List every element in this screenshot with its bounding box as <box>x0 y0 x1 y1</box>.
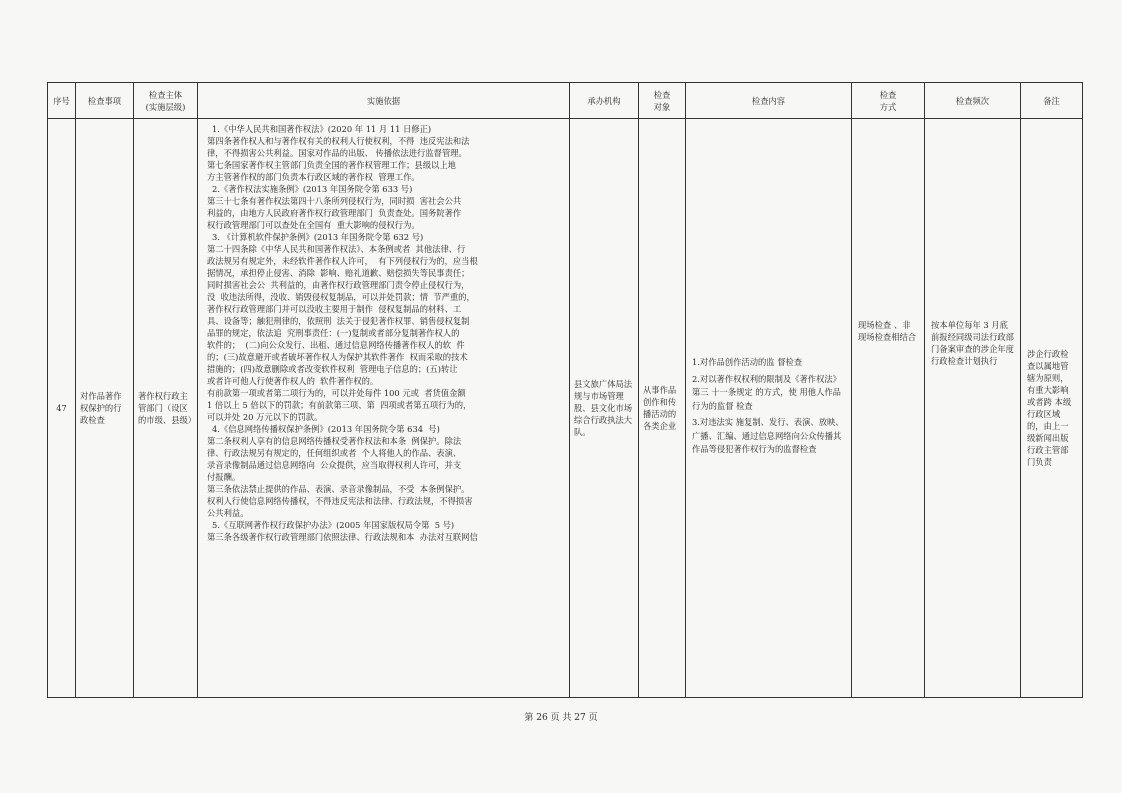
row-method: 现场检查 、非现场检查相结合 <box>852 119 925 698</box>
row-content <box>686 119 852 698</box>
header-no: 序号 <box>48 83 76 119</box>
basis-line: 1 倍以上 5 倍以下的罚款；有前款第三项、第 四项或者第五项行为的， <box>207 400 472 410</box>
basis-line: 据情况，承担停止侵害、消除 影响、赔礼道歉、赔偿损失等民事责任； <box>207 268 470 278</box>
basis-line: 软件的； (二)向公众发行、出租、通过信息网络传播著作权人的软 件 <box>207 340 465 350</box>
basis-line: 品罪的规定，依法追 究刑事责任：(一)复制或者部分复制著作权人的 <box>207 328 460 338</box>
header-method <box>852 83 925 119</box>
basis-line: 权利人行使信息网络传播权，不得违反宪法和法律、行政法规，不得损害 <box>207 496 473 506</box>
basis-line: 律、行政法规另有规定的，任何组织或者 个人将他人的作品、表演、 <box>207 448 462 458</box>
header-frequency: 检查频次 <box>925 83 1021 119</box>
basis-line: 4.《信息网络传播权保护条例》(2013 年国务院令第 634 号) <box>212 424 440 434</box>
basis-line: 的；(三)故意避开或者破坏著作权人为保护其软件著作 权而采取的技术 <box>207 352 468 362</box>
content-line: 2.对以著作权权利的限制及《著作权法》第三 十一条规定 的方式，使 用他人作品 行为的监督 检查 <box>692 373 841 411</box>
basis-line: 第二十四条除《中华人民共和国著作权法》、本条例或者 其他法律、行 <box>207 244 466 254</box>
basis-line: 第三条各级著作权行政管理部门依照法律、行政法规和本 办法对互联网信 <box>207 532 478 542</box>
basis-line: 著作权行政管理部门并可以没收主要用于制作 侵权复制品的材料、工 <box>207 304 462 314</box>
basis-line: 具、设备等；触犯刑律的，依照刑 法关于侵犯著作权罪、销售侵权复制 <box>207 316 470 326</box>
header-method-label: 检查 方式 <box>879 89 897 112</box>
header-org: 承办机构 <box>570 83 639 119</box>
header-subject-label: 检查主体 (实施层级) <box>145 89 186 112</box>
basis-line: 利益的，由地方人民政府著作权行政管理部门 负责查处。国务院著作 <box>207 208 462 218</box>
basis-line: 第四条著作权人和与著作权有关的权利人行使权利，不得 违反宪法和法 <box>207 136 470 146</box>
row-org: 县文旅广体局法规与市场管理股、县文化市场综合行政执法大队。 <box>570 119 639 698</box>
basis-line: 付报酬。 <box>207 472 241 482</box>
header-item: 检查事项 <box>76 83 134 119</box>
basis-line: 可以并处 20 万元以下的罚款。 <box>207 412 323 422</box>
basis-line: 公共利益。 <box>207 508 249 518</box>
basis-text <box>204 123 563 543</box>
row-subject: 著作权行政主管部门（设区的市级、县级） <box>134 119 198 698</box>
basis-line: 第二条权利人享有的信息网络传播权受著作权法和本条 例保护。除法 <box>207 436 462 446</box>
row-item: 对作品著作权保护的行政检查 <box>76 119 134 698</box>
header-subject <box>134 83 198 119</box>
row-basis <box>198 119 570 698</box>
basis-line: 措施的；(四)故意删除或者改变软件权利 管理电子信息的；(五)转让 <box>207 364 458 374</box>
basis-line: 权行政管理部门可以查处在全国有 重大影响的侵权行为。 <box>207 220 420 230</box>
header-row <box>48 83 1083 119</box>
header-object <box>639 83 686 119</box>
header-remark: 备注 <box>1021 83 1083 119</box>
content-text <box>692 356 845 457</box>
basis-line: 有前款第一项或者第二项行为的，可以并处每件 100 元或 者货值金额 <box>207 388 466 398</box>
basis-line: 5.《互联网著作权行政保护办法》(2005 年国家版权局令第 5 号) <box>212 520 455 530</box>
header-object-label: 检查 对象 <box>653 89 671 112</box>
basis-line: 第三十七条有著作权法第四十八条所列侵权行为，同时损 害社会公共 <box>207 196 462 206</box>
basis-line: 1.《中华人民共和国著作权法》(2020 年 11 月 11 日修正) <box>212 124 432 134</box>
row-no: 47 <box>48 119 76 698</box>
basis-line: 政法规另有规定外，未经软件著作权人许可， 有下列侵权行为的，应当根 <box>207 256 478 266</box>
content-line: 3.对违法实 施复制、发行、表演、放映、广播、汇编、通过信息网络向公众传播其作品等侵犯著作权行为的监督检查 <box>692 417 844 455</box>
table-row <box>48 119 1083 698</box>
basis-line: 第七条国家著作权主管部门负责全国的著作权管理工作；县级以上地 <box>207 160 456 170</box>
basis-line: 方主管著作权的部门负责本行政区域的著作权 管理工作。 <box>207 172 420 182</box>
row-frequency: 按本单位每年 3 月底前报经同级司法行政部门备案审查的涉企年度行政检查计划执行 <box>925 119 1021 698</box>
content-line: 1.对作品创作活动的监 督检查 <box>692 357 803 368</box>
row-remark: 涉企行政检查以属地管辖为原则，有重大影响或者跨 本级行政区域 的，由上一 级新闻出版行政主管部门负责 <box>1021 119 1083 698</box>
basis-line: 律，不得损害公共利益。国家对作品的出版、 传播依法进行监督管理。 <box>207 148 467 158</box>
basis-line: 2.《著作权法实施条例》(2013 年国务院令第 633 号) <box>212 184 413 194</box>
basis-line: 同时损害社会公 共利益的，由著作权行政管理部门责令停止侵权行为， <box>207 280 470 290</box>
header-basis: 实施依据 <box>198 83 570 119</box>
basis-line: 第三条依法禁止提供的作品、表演、录音录像制品，不受 本条例保护。 <box>207 484 470 494</box>
basis-line: 3. 《计算机软件保护条例》(2013 年国务院令第 632 号) <box>212 232 424 242</box>
row-object: 从事作品创作和传播活动的各类企业 <box>639 119 686 698</box>
basis-line: 录音录像制品通过信息网络向 公众提供，应当取得权利人许可，并支 <box>207 460 462 470</box>
page-number: 第 26 页 共 27 页 <box>524 713 598 723</box>
inspection-table <box>47 82 1083 698</box>
basis-line: 或者许可他人行使著作权人的 软件著作权的。 <box>207 376 379 386</box>
basis-line: 没 收违法所得，没收、销毁侵权复制品，可以并处罚款；情 节严重的， <box>207 292 475 302</box>
header-content: 检查内容 <box>686 83 852 119</box>
